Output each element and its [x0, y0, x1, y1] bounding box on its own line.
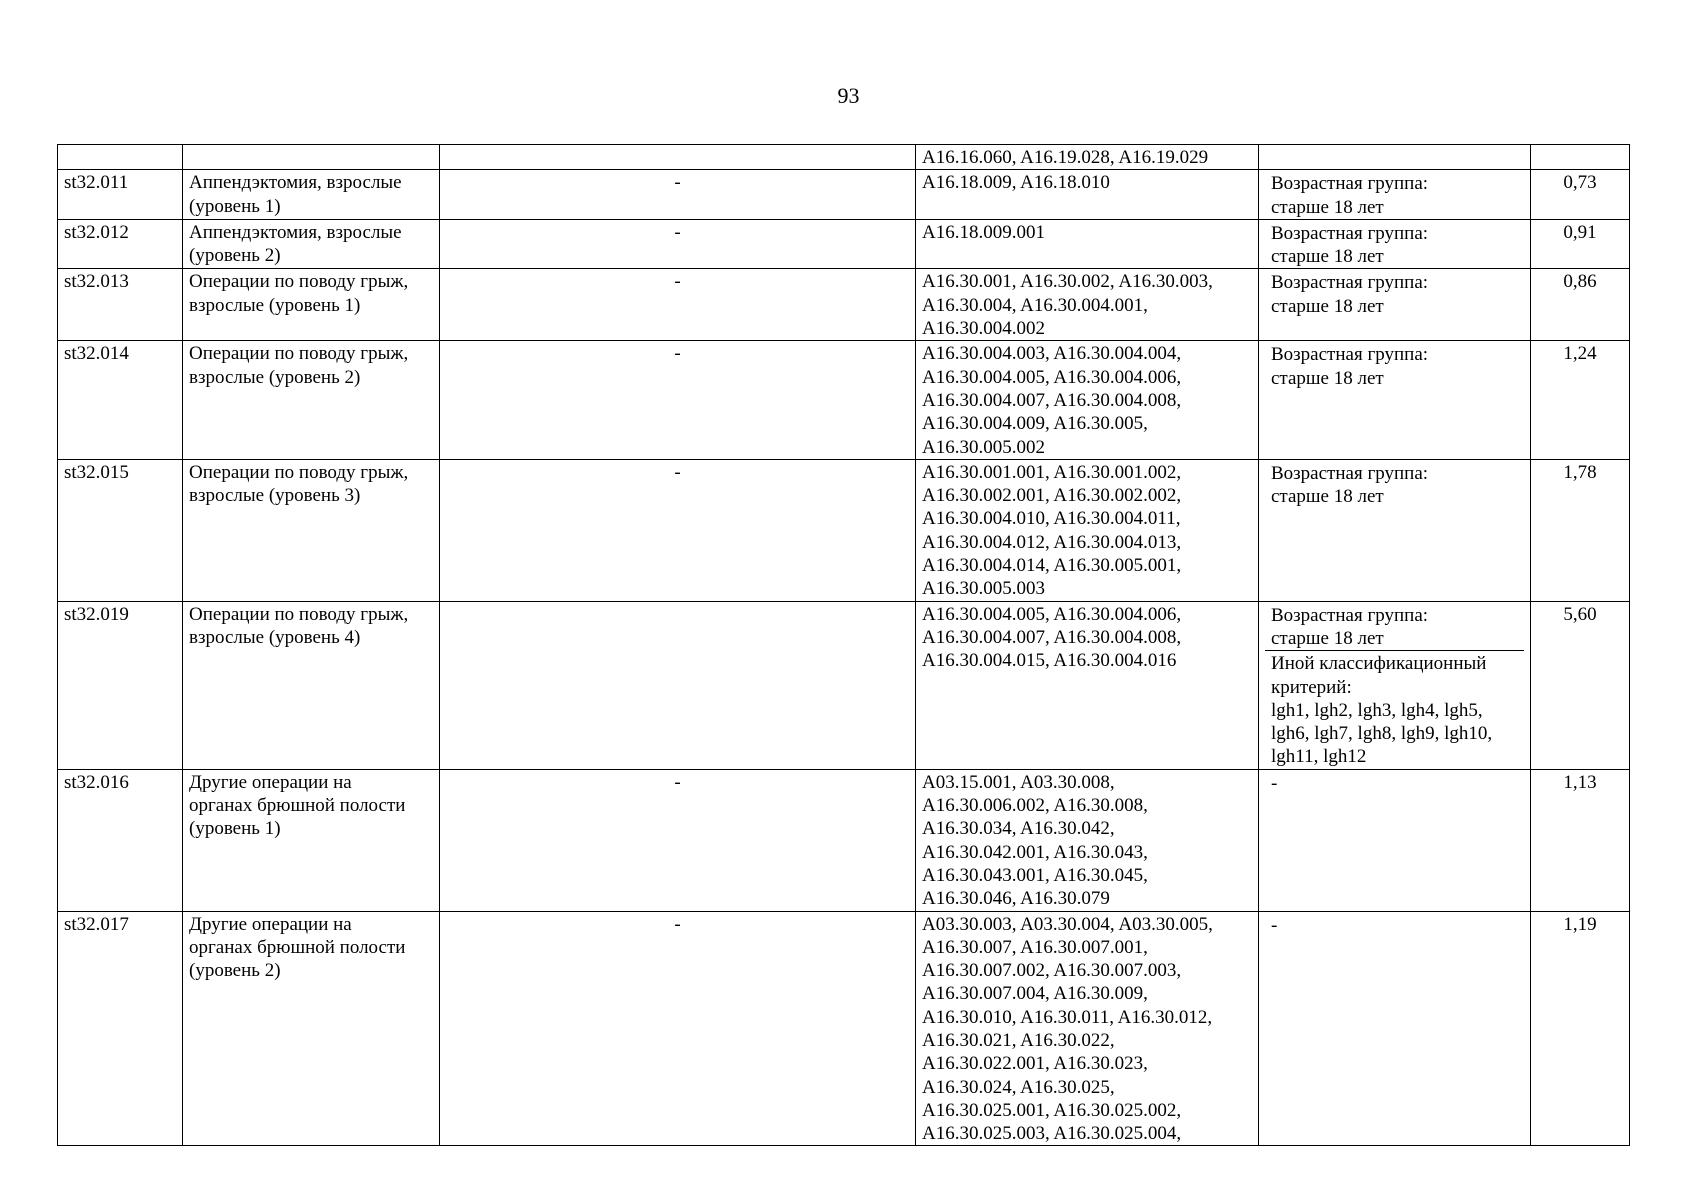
ksg-code-cell: st32.015 — [58, 459, 183, 601]
ksg-name-cell: Операции по поводу грыж, взрослые (уровень 1) — [183, 269, 440, 341]
mkb-code-cell: - — [440, 341, 916, 459]
service-codes-cell: A16.16.060, A16.19.028, A16.19.029 — [916, 145, 1259, 170]
criteria-cell — [1259, 601, 1531, 769]
criteria-cell — [1259, 769, 1531, 911]
ksg-code-cell: st32.013 — [58, 269, 183, 341]
coefficient-cell: 0,91 — [1531, 219, 1630, 269]
ksg-name-cell: Операции по поводу грыж, взрослые (уровень 3) — [183, 459, 440, 601]
ksg-code-cell: st32.016 — [58, 769, 183, 911]
table-row — [58, 601, 1630, 769]
criteria-cell — [1259, 269, 1531, 341]
mkb-code-cell — [440, 601, 916, 769]
criteria-cell — [1259, 341, 1531, 459]
table-row — [58, 145, 1630, 170]
coefficient-cell: 0,73 — [1531, 170, 1630, 220]
ksg-code-cell: st32.019 — [58, 601, 183, 769]
criteria-block: Возрастная группа: старше 18 лет — [1271, 462, 1429, 508]
mkb-code-cell: - — [440, 459, 916, 601]
ksg-name-cell: Операции по поводу грыж, взрослые (уровень 4) — [183, 601, 440, 769]
mkb-code-cell: - — [440, 269, 916, 341]
ksg-name-cell: Другие операции на органах брюшной полости (уровень 2) — [183, 911, 440, 1146]
table-row — [58, 269, 1630, 341]
criteria-block: Возрастная группа: старше 18 лет — [1271, 604, 1429, 649]
table-row — [58, 219, 1630, 269]
criteria-cell — [1259, 145, 1531, 170]
service-codes-cell: A16.30.001.001, A16.30.001.002, A16.30.002.001, A16.30.002.002, A16.30.004.010, A16.30.004.011, A16.30.004.012, A16.30.004.013, A16.30.004.014, A16.30.005.001, A16.30.005.003 — [916, 459, 1259, 601]
criteria-block: Возрастная группа: старше 18 лет — [1271, 222, 1429, 268]
criteria-block: - — [1271, 914, 1278, 936]
coefficient-cell: 1,13 — [1531, 769, 1630, 911]
criteria-block: Иной классификационный критерий: lgh1, lgh2, lgh3, lgh4, lgh5, lgh6, lgh7, lgh8, lgh9, lgh10, lgh11, lgh12 — [1265, 650, 1524, 768]
ksg-code-cell: st32.011 — [58, 170, 183, 220]
ksg-name-cell: Аппендэктомия, взрослые (уровень 1) — [183, 170, 440, 220]
ksg-name-cell — [183, 145, 440, 170]
ksg-name-cell: Аппендэктомия, взрослые (уровень 2) — [183, 219, 440, 269]
mkb-code-cell: - — [440, 219, 916, 269]
page-number: 93 — [837, 83, 860, 108]
criteria-cell — [1259, 911, 1531, 1146]
coefficient-cell: 1,19 — [1531, 911, 1630, 1146]
table-row — [58, 170, 1630, 220]
criteria-cell — [1259, 170, 1531, 220]
service-codes-cell: A16.18.009.001 — [916, 219, 1259, 269]
criteria-cell — [1259, 459, 1531, 601]
service-codes-cell: A03.15.001, A03.30.008, A16.30.006.002, A16.30.008, A16.30.034, A16.30.042, A16.30.042.001, A16.30.043, A16.30.043.001, A16.30.045, A16.30.046, A16.30.079 — [916, 769, 1259, 911]
criteria-cell — [1259, 219, 1531, 269]
ksg-code-cell — [58, 145, 183, 170]
mkb-code-cell — [440, 145, 916, 170]
table-body — [58, 145, 1630, 1146]
ksg-name-cell: Операции по поводу грыж, взрослые (уровень 2) — [183, 341, 440, 459]
service-codes-cell: A16.30.004.003, A16.30.004.004, A16.30.004.005, A16.30.004.006, A16.30.004.007, A16.30.004.008, A16.30.004.009, A16.30.005, A16.30.005.002 — [916, 341, 1259, 459]
ksg-code-cell: st32.012 — [58, 219, 183, 269]
criteria-block: Возрастная группа: старше 18 лет — [1271, 272, 1429, 317]
service-codes-cell: A16.18.009, A16.18.010 — [916, 170, 1259, 220]
ksg-name-cell: Другие операции на органах брюшной полости (уровень 1) — [183, 769, 440, 911]
service-codes-cell: A16.30.004.005, A16.30.004.006, A16.30.004.007, A16.30.004.008, A16.30.004.015, A16.30.004.016 — [916, 601, 1259, 769]
table-row — [58, 459, 1630, 601]
table-row — [58, 341, 1630, 459]
mkb-code-cell: - — [440, 769, 916, 911]
coefficient-cell — [1531, 145, 1630, 170]
mkb-code-cell: - — [440, 911, 916, 1146]
table-row — [58, 911, 1630, 1146]
ksg-table — [57, 144, 1630, 1146]
coefficient-cell: 0,86 — [1531, 269, 1630, 341]
table-row — [58, 769, 1630, 911]
coefficient-cell: 5,60 — [1531, 601, 1630, 769]
criteria-block: Возрастная группа: старше 18 лет — [1271, 344, 1429, 389]
coefficient-cell: 1,24 — [1531, 341, 1630, 459]
ksg-code-cell: st32.014 — [58, 341, 183, 459]
criteria-block: Возрастная группа: старше 18 лет — [1271, 173, 1429, 218]
service-codes-cell: A03.30.003, A03.30.004, A03.30.005, A16.30.007, A16.30.007.001, A16.30.007.002, A16.30.007.003, A16.30.007.004, A16.30.009, A16.30.010, A16.30.011, A16.30.012, A16.30.021, A16.30.022, A16.30.022.001, A16.30.023, A16.30.024, A16.30.025, A16.30.025.001, A16.30.025.002, A16.30.025.003, A16.30.025.004, — [916, 911, 1259, 1146]
service-codes-cell: A16.30.001, A16.30.002, A16.30.003, A16.30.004, A16.30.004.001, A16.30.004.002 — [916, 269, 1259, 341]
mkb-code-cell: - — [440, 170, 916, 220]
criteria-block: - — [1271, 772, 1278, 794]
ksg-code-cell: st32.017 — [58, 911, 183, 1146]
coefficient-cell: 1,78 — [1531, 459, 1630, 601]
